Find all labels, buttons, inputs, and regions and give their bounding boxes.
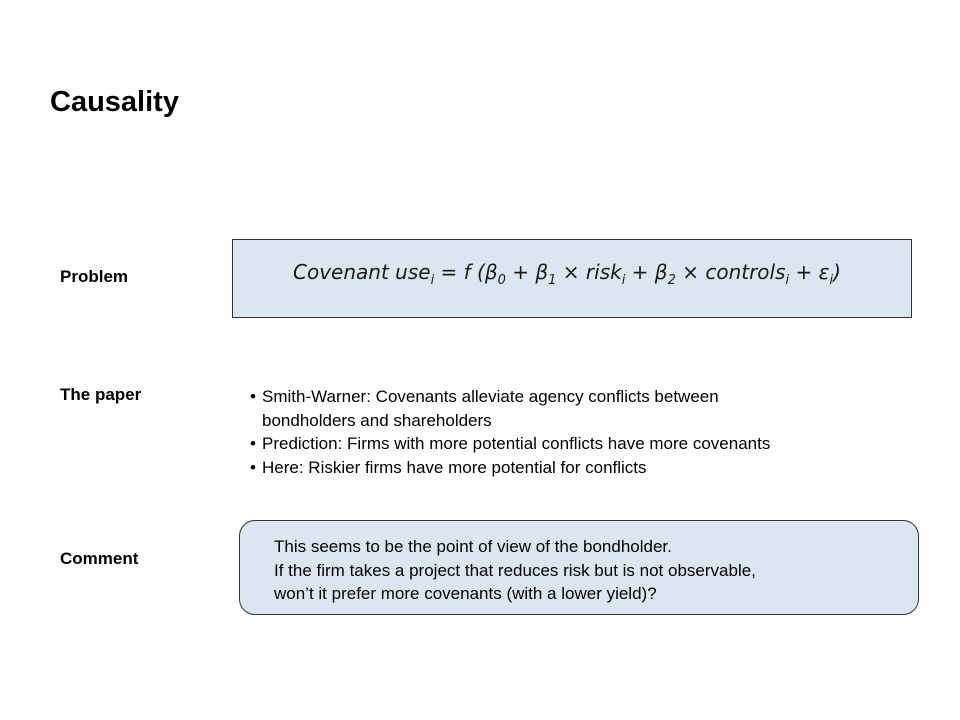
bullet-item: • Here: Riskier firms have more potential for conflicts	[250, 456, 930, 480]
comment-box	[239, 520, 919, 615]
slide-title: Causality	[50, 86, 179, 118]
comment-line: If the firm takes a project that reduces risk but is not observable,	[274, 560, 756, 580]
comment-label: Comment	[60, 549, 139, 568]
comment-line: won’t it prefer more covenants (with a lower yield)?	[274, 584, 657, 603]
bullet-item: • Prediction: Firms with more potential conflicts have more covenants	[250, 432, 930, 456]
equation: Covenant use$_i$ = f ($\beta_0 + \beta_1$ × risk$_i$ + $\beta_2$ × controls$_i$ + $\varepsilon_i$)	[293, 260, 841, 288]
comment-line: This seems to be the point of view of the bondholder.	[274, 537, 672, 556]
equation-box	[232, 239, 912, 318]
paper-bullet-list	[250, 385, 930, 479]
paper-label: The paper	[60, 385, 142, 404]
problem-label: Problem	[60, 267, 129, 286]
bullet-item: • Smith-Warner: Covenants alleviate agency conflicts between bondholders and shareholders	[250, 385, 930, 432]
